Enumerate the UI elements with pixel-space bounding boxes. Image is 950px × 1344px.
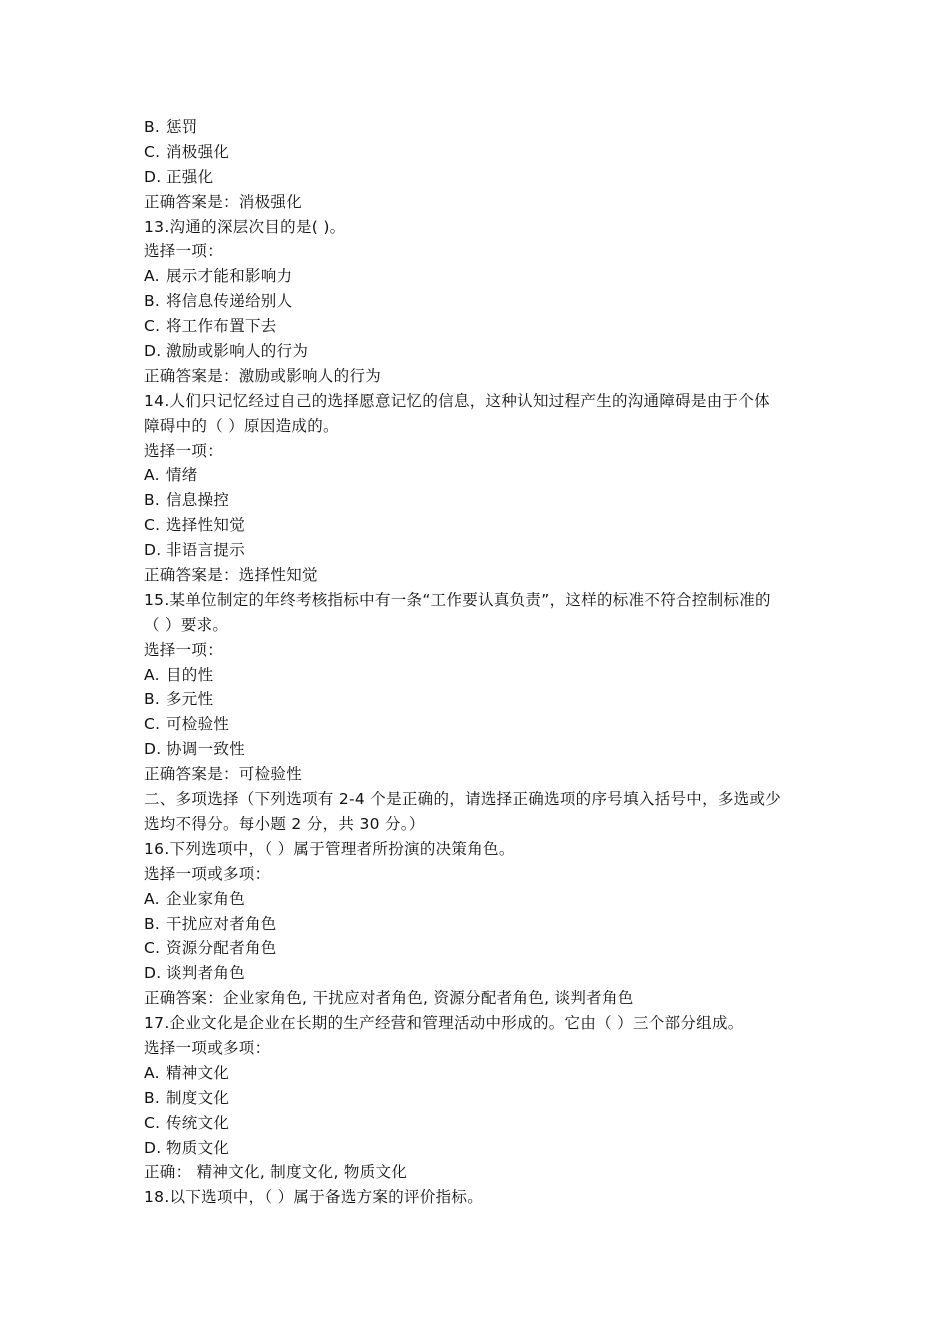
question-text: 15.某单位制定的年终考核指标中有一条“工作要认真负责”，这样的标准不符合控制标准的 xyxy=(144,590,771,609)
option-text: 制度文化 xyxy=(166,1088,230,1107)
selection-prompt: 选择一项： xyxy=(144,640,224,659)
correct-answer-line: 正确答案是：选择性知觉 xyxy=(144,566,318,585)
option-text: 目的性 xyxy=(166,665,214,684)
selection-prompt: 选择一项： xyxy=(144,441,224,460)
option-line xyxy=(144,488,816,513)
option-text: 干扰应对者角色 xyxy=(166,914,277,933)
option-line xyxy=(144,1061,816,1086)
option-line xyxy=(144,912,816,937)
option-letter: D. xyxy=(144,740,162,759)
selection-prompt: 选择一项： xyxy=(144,242,224,261)
option-letter: D. xyxy=(144,1138,162,1157)
question-text: 17.企业文化是企业在长期的生产经营和管理活动中形成的。它由（ ）三个部分组成。 xyxy=(144,1014,744,1033)
option-letter: B. xyxy=(144,690,161,709)
option-letter: D. xyxy=(144,167,162,186)
option-letter: C. xyxy=(144,317,161,336)
option-line xyxy=(144,712,816,737)
option-line xyxy=(144,264,816,289)
correct-answer-line: 正确： 精神文化, 制度文化, 物质文化 xyxy=(144,1163,408,1182)
option-line xyxy=(144,463,816,488)
question-text: 16.下列选项中，（ ）属于管理者所扮演的决策角色。 xyxy=(144,839,515,858)
option-letter: B. xyxy=(144,292,161,311)
correct-answer-line: 正确答案是：激励或影响人的行为 xyxy=(144,366,382,385)
option-text: 多元性 xyxy=(166,690,214,709)
option-line xyxy=(144,538,816,563)
option-line xyxy=(144,314,816,339)
selection-prompt: 选择一项或多项： xyxy=(144,864,271,883)
option-letter: C. xyxy=(144,516,161,535)
correct-answer-line: 正确答案是：消极强化 xyxy=(144,192,303,211)
option-line xyxy=(144,1111,816,1136)
option-text: 将工作布置下去 xyxy=(166,317,277,336)
option-letter: D. xyxy=(144,541,162,560)
section-heading: 选均不得分。每小题 2 分，共 30 分。） xyxy=(144,814,425,833)
option-line xyxy=(144,663,816,688)
option-text: 信息操控 xyxy=(166,491,230,510)
correct-answer-line: 正确答案是：可检验性 xyxy=(144,765,303,784)
option-text: 情绪 xyxy=(166,466,198,485)
option-text: 企业家角色 xyxy=(166,889,246,908)
option-text: 消极强化 xyxy=(166,142,230,161)
option-text: 惩罚 xyxy=(166,118,198,136)
option-line xyxy=(144,115,816,140)
question-text: 13.沟通的深层次目的是( )。 xyxy=(144,217,346,236)
option-line xyxy=(144,339,816,364)
option-text: 非语言提示 xyxy=(166,541,246,560)
option-letter: C. xyxy=(144,142,161,161)
option-text: 展示才能和影响力 xyxy=(166,267,293,286)
option-line xyxy=(144,961,816,986)
option-letter: B. xyxy=(144,1088,161,1107)
option-letter: C. xyxy=(144,1113,161,1132)
option-text: 将信息传递给别人 xyxy=(166,292,293,311)
option-line xyxy=(144,1136,816,1161)
option-text: 可检验性 xyxy=(166,715,230,734)
question-text: （ ）要求。 xyxy=(144,615,229,634)
option-line xyxy=(144,165,816,190)
correct-answer-line: 正确答案：企业家角色, 干扰应对者角色, 资源分配者角色, 谈判者角色 xyxy=(144,989,634,1008)
option-letter: A. xyxy=(144,665,160,684)
option-letter: B. xyxy=(144,914,161,933)
option-line xyxy=(144,1086,816,1111)
option-letter: A. xyxy=(144,267,160,286)
option-text: 正强化 xyxy=(166,167,214,186)
option-text: 传统文化 xyxy=(166,1113,230,1132)
question-text: 障碍中的（ ）原因造成的。 xyxy=(144,416,339,435)
option-line xyxy=(144,936,816,961)
document-page xyxy=(144,115,816,1210)
option-letter: D. xyxy=(144,964,162,983)
option-line xyxy=(144,513,816,538)
option-letter: C. xyxy=(144,939,161,958)
option-line xyxy=(144,289,816,314)
section-heading: 二、多项选择（下列选项有 2-4 个是正确的，请选择正确选项的序号填入括号中，多选或少 xyxy=(144,790,782,809)
option-line xyxy=(144,737,816,762)
option-text: 谈判者角色 xyxy=(166,964,246,983)
option-text: 协调一致性 xyxy=(166,740,246,759)
option-letter: A. xyxy=(144,466,160,485)
selection-prompt: 选择一项或多项： xyxy=(144,1038,271,1057)
option-text: 选择性知觉 xyxy=(166,516,246,535)
option-text: 物质文化 xyxy=(166,1138,230,1157)
option-letter: D. xyxy=(144,342,162,361)
option-letter: A. xyxy=(144,889,160,908)
option-letter: C. xyxy=(144,715,161,734)
question-text: 18.以下选项中，（ ）属于备选方案的评价指标。 xyxy=(144,1188,484,1207)
option-line xyxy=(144,887,816,912)
option-text: 精神文化 xyxy=(166,1063,230,1082)
option-letter: A. xyxy=(144,1063,160,1082)
question-text: 14.人们只记忆经过自己的选择愿意记忆的信息，这种认知过程产生的沟通障碍是由于个体 xyxy=(144,391,770,410)
option-line xyxy=(144,687,816,712)
option-line xyxy=(144,140,816,165)
option-text: 激励或影响人的行为 xyxy=(166,342,309,361)
option-letter: B. xyxy=(144,491,161,510)
option-text: 资源分配者角色 xyxy=(166,939,277,958)
option-letter: B. xyxy=(144,118,161,136)
